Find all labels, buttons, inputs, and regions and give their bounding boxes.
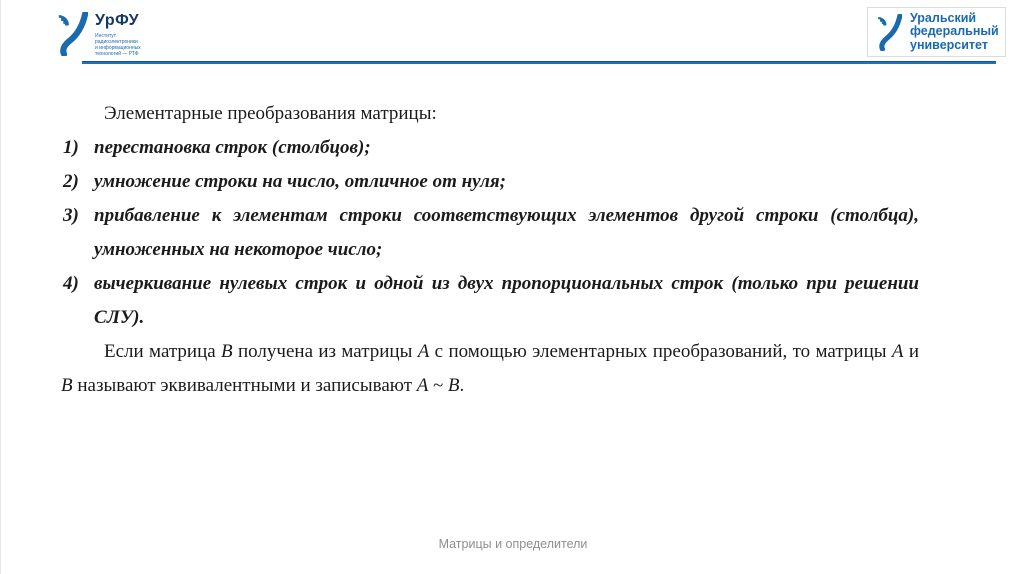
matrix-variable-a: A <box>891 341 904 362</box>
list-item-text: прибавление к элементам строки соответствующих элементов другой строки (столбца), умноженных на некоторое число; <box>94 205 919 260</box>
urfu-logo-right <box>867 7 1006 57</box>
slide-title: Элементарные преобразования матрицы: <box>104 103 437 124</box>
list-item <box>61 165 919 199</box>
institute-line: радиоэлектроники <box>95 39 138 45</box>
list-item <box>61 199 919 267</box>
institute-line: Институт <box>95 33 117 39</box>
list-item <box>61 131 919 165</box>
urfu-logo-left <box>56 12 141 57</box>
paragraph-text: Если матрица <box>104 341 222 362</box>
slide-footer-title: Матрицы и определители <box>438 537 588 551</box>
paragraph-text: с помощью элементарных преобразований, то матрицы <box>429 341 892 362</box>
equivalence-notation: A ~ B <box>416 375 460 396</box>
paragraph-text: и <box>903 341 919 362</box>
list-item-number: 3) <box>63 205 79 226</box>
closing-paragraph <box>61 335 919 403</box>
university-name-line: университет <box>910 37 988 52</box>
list-item-number: 1) <box>63 137 79 158</box>
urfu-logo-left-text <box>95 12 141 57</box>
urfu-u-icon <box>876 14 902 51</box>
list-item-number: 2) <box>63 171 79 192</box>
list-item-text: вычеркивание нулевых строк и одной из двух пропорциональных строк (только при решении СЛУ). <box>94 273 919 328</box>
matrix-variable-b: B <box>221 341 233 362</box>
institute-name <box>95 33 141 57</box>
list-item-number: 4) <box>63 273 79 294</box>
list-item-text: перестановка строк (столбцов); <box>94 137 371 158</box>
paragraph-text: . <box>459 375 465 396</box>
slide-body <box>61 97 919 403</box>
list-item <box>61 267 919 335</box>
paragraph-text: называют эквивалентными и записывают <box>72 375 417 396</box>
matrix-variable-a: A <box>417 341 430 362</box>
university-name-line: Уральский <box>910 10 977 25</box>
paragraph-text: получена из матрицы <box>232 341 418 362</box>
numbered-list <box>61 131 919 335</box>
header-divider-line <box>82 61 996 64</box>
university-name <box>910 12 999 53</box>
list-item-text: умножение строки на число, отличное от нуля; <box>94 171 506 192</box>
university-name-line: федеральный <box>910 24 999 39</box>
urfu-acronym: УрФУ <box>95 12 140 29</box>
matrix-variable-b: B <box>61 375 73 396</box>
urfu-u-icon <box>56 12 88 56</box>
institute-line: и информационных <box>95 45 141 51</box>
institute-line: технологий — РТФ <box>95 51 139 57</box>
